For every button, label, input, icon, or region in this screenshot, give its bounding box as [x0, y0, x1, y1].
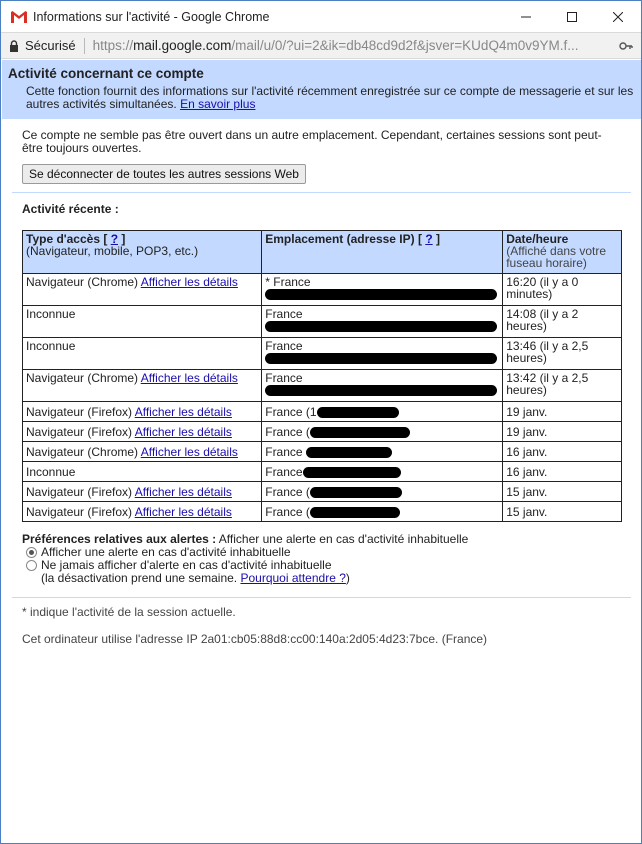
table-row [23, 370, 622, 402]
url-path: /mail/u/0/?ui=2&ik=db48cd9d2f&jsver=KUdQ4m0v9YM.f... [231, 38, 579, 53]
page-content [2, 60, 641, 844]
table-row [23, 402, 622, 422]
key-icon[interactable] [619, 39, 633, 53]
cell-access-type: Inconnue [23, 338, 262, 370]
divider [12, 597, 631, 598]
redacted-ip [265, 385, 497, 396]
table-row [23, 502, 622, 522]
learn-more-link[interactable]: En savoir plus [180, 97, 256, 111]
show-details-link[interactable]: Afficher les détails [140, 445, 238, 459]
redacted-ip [265, 353, 497, 364]
alert-option-never-line2: (la désactivation prend une semaine. [41, 571, 238, 585]
location-text: France (1 [265, 405, 317, 419]
cell-datetime: 15 janv. [503, 502, 622, 522]
cell-access-type: Inconnue [23, 306, 262, 338]
redacted-ip [303, 467, 401, 478]
redacted-ip [265, 321, 497, 332]
cell-location [262, 370, 503, 402]
cell-access-type [23, 502, 262, 522]
logout-all-sessions-button[interactable]: Se déconnecter de toutes les autres sessions Web [22, 164, 306, 184]
show-details-link[interactable]: Afficher les détails [134, 405, 232, 419]
table-row [23, 462, 622, 482]
cell-access-type: Inconnue [23, 462, 262, 482]
minimize-icon [521, 12, 531, 22]
maximize-icon [567, 12, 577, 22]
close-button[interactable] [595, 1, 641, 32]
divider [12, 192, 631, 193]
alert-preferences-current: Afficher une alerte en cas d'activité inhabituelle [218, 532, 469, 546]
redacted-ip [306, 447, 392, 458]
cell-datetime: 13:46 (il y a 2,5 heures) [503, 338, 622, 370]
window-title: Informations sur l'activité - Google Chrome [33, 9, 270, 24]
table-row [23, 482, 622, 502]
activity-table [22, 230, 622, 522]
cell-location [262, 502, 503, 522]
maximize-button[interactable] [549, 1, 595, 32]
address-separator [84, 38, 85, 54]
cell-datetime: 19 janv. [503, 422, 622, 442]
header-access-type-sub: (Navigateur, mobile, POP3, etc.) [26, 244, 199, 258]
why-wait-link[interactable]: Pourquoi attendre ? [240, 571, 346, 585]
show-details-link[interactable]: Afficher les détails [140, 275, 238, 289]
cell-datetime: 15 janv. [503, 482, 622, 502]
radio-never-alert[interactable] [26, 560, 37, 571]
alert-option-never-close: ) [345, 571, 350, 585]
cell-access-type [23, 370, 262, 402]
close-icon [613, 12, 623, 22]
access-type-text: Navigateur (Firefox) [26, 425, 133, 439]
header-location-label: Emplacement (adresse IP) [265, 232, 415, 246]
table-row [23, 442, 622, 462]
secure-label: Sécurisé [25, 38, 76, 53]
access-type-text: Navigateur (Chrome) [26, 445, 139, 459]
cell-location [262, 462, 503, 482]
cell-access-type [23, 402, 262, 422]
show-details-link[interactable]: Afficher les détails [134, 505, 232, 519]
cell-datetime: 14:08 (il y a 2 heures) [503, 306, 622, 338]
location-text: France ( [265, 485, 310, 499]
location-text: France [265, 445, 303, 459]
alert-option-show-label: Afficher une alerte en cas d'activité inhabituelle [41, 545, 291, 559]
intro-text: Ce compte ne semble pas être ouvert dans un autre emplacement. Cependant, certaines sessions sont peut-être toujours ouvertes. [22, 128, 602, 155]
alert-option-never-line1: Ne jamais afficher d'alerte en cas d'activité inhabituelle [41, 558, 332, 572]
table-row [23, 274, 622, 306]
cell-location [262, 482, 503, 502]
gmail-icon [11, 11, 27, 23]
redacted-ip [310, 427, 410, 438]
cell-datetime: 13:42 (il y a 2,5 heures) [503, 370, 622, 402]
header-access-type-label: Type d'accès [26, 232, 101, 246]
cell-datetime: 16 janv. [503, 442, 622, 462]
recent-activity-title: Activité récente : [22, 202, 119, 216]
cell-datetime: 16 janv. [503, 462, 622, 482]
access-type-text: Navigateur (Firefox) [26, 485, 133, 499]
cell-location [262, 338, 503, 370]
redacted-ip [310, 487, 402, 498]
redacted-ip [265, 289, 497, 300]
location-text: France ( [265, 425, 310, 439]
description-text: Cette fonction fournit des informations sur l'activité récemment enregistrée sur ce compte de messagerie et sur les autres activités simultanées. [26, 84, 634, 111]
cell-location [262, 422, 503, 442]
alert-preferences-label: Préférences relatives aux alertes : [22, 532, 217, 546]
location-help-link[interactable]: ? [425, 232, 433, 246]
cell-location [262, 306, 503, 338]
redacted-ip [310, 507, 400, 518]
location-text: France [265, 371, 303, 385]
cell-location [262, 442, 503, 462]
page-title: Activité concernant ce compte [8, 66, 204, 81]
cell-access-type [23, 422, 262, 442]
header-datetime-label: Date/heure [506, 232, 569, 246]
alert-option-never[interactable] [26, 559, 641, 585]
header-datetime-sub: (Affiché dans votre fuseau horaire) [506, 244, 607, 270]
location-text: France ( [265, 505, 310, 519]
header-location: Emplacement (adresse IP) [ ? ] [262, 231, 503, 274]
minimize-button[interactable] [503, 1, 549, 32]
show-details-link[interactable]: Afficher les détails [134, 485, 232, 499]
footnote: * indique l'activité de la session actuelle. [22, 605, 236, 619]
alert-preferences [22, 533, 641, 585]
lock-icon [9, 40, 19, 52]
cell-access-type [23, 482, 262, 502]
page-description [26, 85, 635, 111]
cell-access-type [23, 274, 262, 306]
location-text: France [265, 339, 303, 353]
access-type-text: Navigateur (Chrome) [26, 275, 139, 289]
url-host: mail.google.com [133, 38, 232, 53]
show-details-link[interactable]: Afficher les détails [134, 425, 232, 439]
table-row [23, 422, 622, 442]
url-scheme: https:// [92, 38, 134, 53]
redacted-ip [317, 407, 399, 418]
location-text: France [265, 465, 303, 479]
address-bar[interactable] [1, 32, 641, 59]
ip-address-note: Cet ordinateur utilise l'adresse IP 2a01:cb05:88d8:cc00:140a:2d05:4d23:7bce. (France) [22, 632, 488, 646]
cell-access-type [23, 442, 262, 462]
cell-location [262, 274, 503, 306]
access-help-link[interactable]: ? [110, 232, 119, 246]
access-type-text: Navigateur (Firefox) [26, 405, 133, 419]
url-text[interactable] [93, 38, 608, 53]
radio-show-alert[interactable] [26, 547, 37, 558]
access-type-text: Navigateur (Firefox) [26, 505, 133, 519]
cell-datetime: 19 janv. [503, 402, 622, 422]
location-text: France [265, 307, 303, 321]
table-row [23, 306, 622, 338]
access-type-text: Navigateur (Chrome) [26, 371, 139, 385]
cell-location [262, 402, 503, 422]
table-row [23, 338, 622, 370]
alert-option-never-label [41, 559, 350, 585]
title-bar [1, 1, 641, 32]
cell-datetime: 16:20 (il y a 0 minutes) [503, 274, 622, 306]
show-details-link[interactable]: Afficher les détails [140, 371, 238, 385]
header-datetime [503, 231, 622, 274]
header-access-type: Type d'accès [ ? ] (Navigateur, mobile, POP3, etc.) [23, 231, 262, 274]
location-text: * France [265, 275, 311, 289]
page-header [2, 60, 641, 119]
